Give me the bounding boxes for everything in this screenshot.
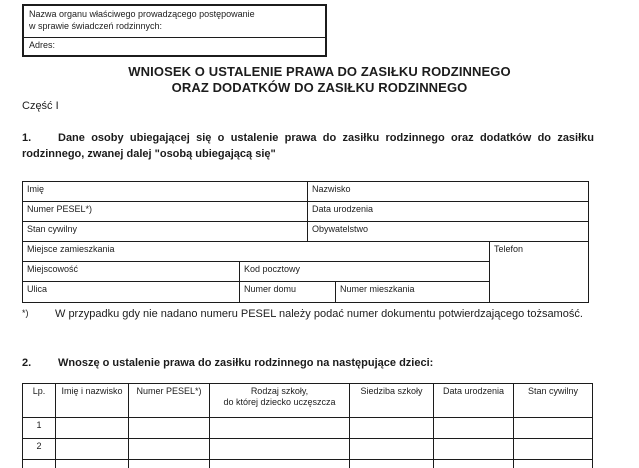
citizenship-field — [308, 222, 588, 241]
house-number-label: Numer domu — [244, 284, 297, 294]
table-row — [23, 182, 588, 202]
header-marital-status: Stan cywilny — [514, 384, 593, 418]
postal-code-label: Kod pocztowy — [244, 264, 301, 274]
header-school-seat: Siedziba szkoły — [350, 384, 434, 418]
part-label: Część I — [22, 100, 59, 112]
table-row — [23, 262, 489, 282]
section-2-heading — [22, 355, 594, 371]
table-row — [23, 222, 588, 242]
header-name: Imię i nazwisko — [56, 384, 129, 418]
authority-header-box — [22, 4, 327, 57]
authority-address-field — [24, 38, 325, 55]
birth-date-cell — [434, 418, 514, 439]
name-cell — [56, 439, 129, 460]
address-block — [23, 242, 588, 302]
citizenship-label: Obywatelstwo — [312, 224, 369, 234]
marital-status-cell — [514, 439, 593, 460]
header-lp: Lp. — [23, 384, 56, 418]
applicant-data-table — [22, 181, 589, 303]
apartment-number-label: Numer mieszkania — [340, 284, 415, 294]
house-number-field — [240, 282, 336, 302]
header-school-type-line2: do której dziecko uczęszcza — [223, 397, 336, 407]
table-row — [23, 282, 489, 302]
city-label: Miejscowość — [27, 264, 79, 274]
address-block-left — [23, 242, 490, 302]
table-row-cut-off — [23, 460, 593, 468]
form-title — [0, 64, 639, 96]
phone-label: Telefon — [494, 244, 524, 254]
authority-address-label: Adres: — [29, 40, 56, 50]
city-field — [23, 262, 240, 281]
birth-date-label: Data urodzenia — [312, 204, 374, 214]
form-title-line1: WNIOSEK O USTALENIE PRAWA DO ZASIŁKU RODZINNEGO — [128, 64, 511, 79]
school-type-cell — [210, 439, 350, 460]
table-row — [23, 418, 593, 439]
street-label: Ulica — [27, 284, 48, 294]
header-pesel: Numer PESEL*) — [129, 384, 210, 418]
header-birth-date: Data urodzenia — [434, 384, 514, 418]
residence-label: Miejsce zamieszkania — [27, 244, 115, 254]
footnote-text: W przypadku gdy nie nadano numeru PESEL należy podać numer dokumentu potwierdzającego tożsamość. — [55, 308, 583, 320]
footnote-marker: *) — [22, 308, 29, 318]
section-1-text: Dane osoby ubiegającej się o ustalenie prawa do zasiłku rodzinnego oraz dodatków do zasiłku rodzinnego, zwanej dalej "osobą ubiegającą się" — [22, 132, 594, 160]
apartment-number-field — [336, 282, 489, 302]
birth-date-field — [308, 202, 588, 221]
children-table — [22, 383, 593, 468]
postal-code-field — [240, 262, 489, 281]
phone-field — [490, 242, 588, 302]
pesel-field — [23, 202, 308, 221]
pesel-cell — [129, 418, 210, 439]
birth-date-cell — [434, 439, 514, 460]
authority-name-label-line2: w sprawie świadczeń rodzinnych: — [29, 21, 163, 31]
school-type-cell — [210, 418, 350, 439]
first-name-label: Imię — [27, 184, 45, 194]
pesel-footnote — [22, 307, 592, 322]
table-row — [23, 439, 593, 460]
section-2-number: 2. — [22, 357, 32, 369]
last-name-field — [308, 182, 588, 201]
school-seat-cell — [350, 439, 434, 460]
last-name-label: Nazwisko — [312, 184, 351, 194]
marital-status-label: Stan cywilny — [27, 224, 78, 234]
section-1-heading — [22, 130, 594, 162]
pesel-cell — [129, 439, 210, 460]
form-title-line2: ORAZ DODATKÓW DO ZASIŁKU RODZINNEGO — [171, 80, 468, 95]
pesel-label: Numer PESEL*) — [27, 204, 93, 214]
table-row — [23, 202, 588, 222]
school-seat-cell — [350, 418, 434, 439]
header-school-type-line1: Rodzaj szkoły, — [250, 386, 309, 396]
row-number-cell: 2 — [23, 439, 56, 460]
marital-status-field — [23, 222, 308, 241]
children-table-header-row — [23, 384, 593, 418]
table-row — [23, 242, 489, 262]
header-school-type — [210, 384, 350, 418]
authority-name-label-line1: Nazwa organu właściwego prowadzącego postępowanie — [29, 9, 255, 19]
residence-field — [23, 242, 489, 261]
street-field — [23, 282, 240, 302]
section-2-text: Wnoszę o ustalenie prawa do zasiłku rodzinnego na następujące dzieci: — [58, 357, 434, 369]
authority-name-field — [24, 6, 325, 38]
section-1-number: 1. — [22, 132, 32, 144]
row-number-cell: 1 — [23, 418, 56, 439]
first-name-field — [23, 182, 308, 201]
marital-status-cell — [514, 418, 593, 439]
name-cell — [56, 418, 129, 439]
